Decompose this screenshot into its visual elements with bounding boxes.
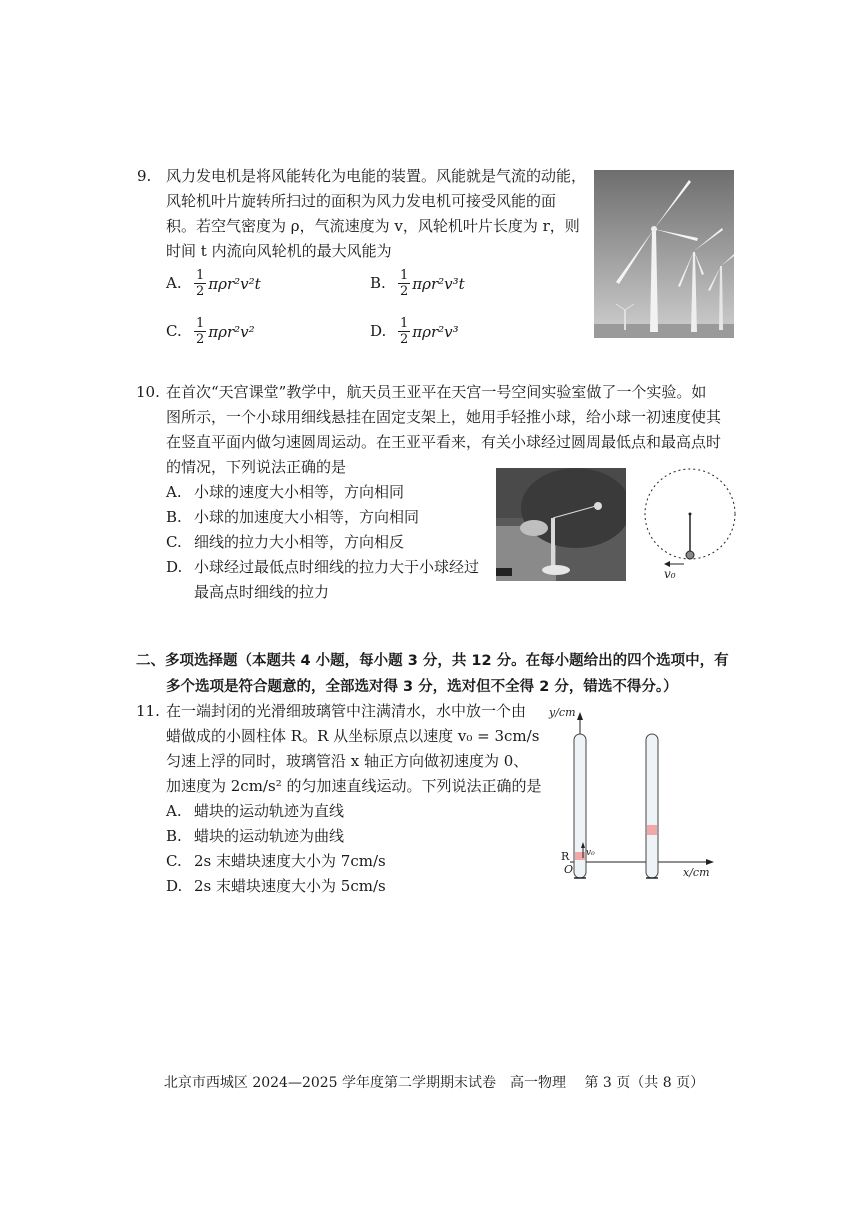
option-b[interactable]: B. 小球的加速度大小相等，方向相同	[166, 508, 420, 526]
option-a[interactable]: A. 蜡块的运动轨迹为直线	[166, 802, 345, 820]
body-label: R	[561, 850, 570, 863]
question-text-line: 在竖直平面内做匀速圆周运动。在王亚平看来，有关小球经过圆周最低点和最高点时	[166, 433, 722, 451]
question-text-line: 风轮机叶片旋转所扫过的面积为风力发电机可接受风能的面	[166, 192, 557, 210]
origin-label: O	[564, 863, 574, 876]
question-text-line: 的情况，下列说法正确的是	[166, 458, 347, 476]
velocity-label: v₀	[586, 848, 595, 858]
question-text-line: 加速度为 2cm/s² 的匀加速直线运动。下列说法正确的是	[166, 777, 542, 795]
wax-block-later	[647, 825, 657, 835]
question-number: 9.	[137, 167, 152, 185]
question-text-line: 风力发电机是将风能转化为电能的装置。风能就是气流的动能，	[166, 167, 587, 185]
option-a[interactable]: A. 小球的速度大小相等，方向相同	[166, 483, 405, 501]
option-b[interactable]: B. 蜡块的运动轨迹为曲线	[166, 827, 345, 845]
option-a[interactable]: A. $\frac{1}{2}$ πρr²v²t	[166, 268, 261, 299]
velocity-label: v₀	[664, 567, 676, 581]
question-text-line: 时间 t 内流向风轮机的最大风能为	[166, 242, 392, 260]
option-c[interactable]: C. 2s 末蜡块速度大小为 7cm/s	[166, 852, 386, 870]
question-text-line: 在一端封闭的光滑细玻璃管中注满清水，水中放一个由	[166, 702, 527, 720]
question-number: 11.	[136, 702, 160, 720]
question-text-line: 匀速上浮的同时，玻璃管沿 x 轴正方向做初速度为 0、	[166, 752, 529, 770]
option-d-continuation: 最高点时细线的拉力	[194, 583, 330, 601]
option-c[interactable]: C. $\frac{1}{2}$ πρr²v²	[166, 316, 255, 347]
question-text-line: 图所示，一个小球用细线悬挂在固定支架上，她用手轻推小球，给小球一初速度使其	[166, 408, 722, 426]
option-c[interactable]: C. 细线的拉力大小相等，方向相反	[166, 533, 405, 551]
question-number: 10.	[136, 383, 160, 401]
option-formula: πρr²v²t	[208, 274, 261, 293]
glass-tube-diagram	[540, 700, 720, 890]
option-d[interactable]: D. 2s 末蜡块速度大小为 5cm/s	[166, 877, 386, 895]
section-instructions: 多个选项是符合题意的，全部选对得 3 分，选对但不全得 2 分，错选不得分。）	[166, 679, 678, 695]
experiment-photo	[496, 468, 626, 581]
option-formula: πρr²v³t	[412, 274, 465, 293]
option-d[interactable]: D. 小球经过最低点时细线的拉力大于小球经过	[166, 558, 480, 576]
question-text-line: 在首次“天宫课堂”教学中，航天员王亚平在天宫一号空间实验室做了一个实验。如	[166, 383, 707, 401]
section-title: 二、多项选择题（本题共 4 小题，每小题 3 分，共 12 分。在每小题给出的四个选项中，有	[136, 653, 729, 669]
question-text-line: 积。若空气密度为 ρ，气流速度为 v，风轮机叶片长度为 r，则	[166, 217, 580, 235]
question-text-line: 蜡做成的小圆柱体 R。R 从坐标原点以速度 v₀ = 3cm/s	[166, 727, 540, 745]
circular-motion-diagram	[640, 464, 740, 584]
option-formula: πρr²v²	[208, 322, 255, 341]
y-axis-label: y/cm	[549, 706, 576, 719]
x-axis-label: x/cm	[683, 866, 710, 879]
option-d[interactable]: D. $\frac{1}{2}$ πρr²v³	[370, 316, 459, 347]
option-b[interactable]: B. $\frac{1}{2}$ πρr²v³t	[370, 268, 465, 299]
wind-turbine-photo	[594, 170, 734, 338]
page-footer: 北京市西城区 2024—2025 学年度第二学期期末试卷 高一物理 第 3 页（共 8 页）	[163, 1075, 705, 1091]
option-formula: πρr²v³	[412, 322, 459, 341]
